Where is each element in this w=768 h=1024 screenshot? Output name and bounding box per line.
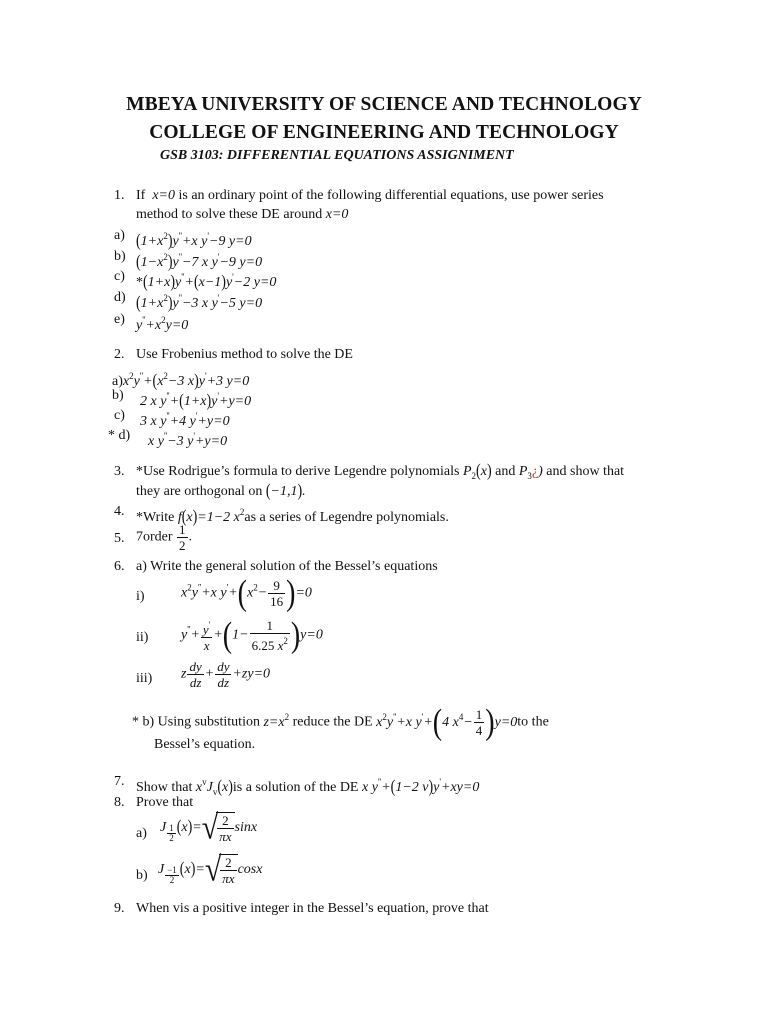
q6-i-label: i) xyxy=(136,589,145,604)
q1b-equation: $(1-x^2)y''-7$ x y'−9 y=0 xyxy=(136,252,263,272)
q2d-label: * d) xyxy=(108,428,131,443)
q1d-equation: $(1+x^2)y''-3$ x y'−5 y=0 xyxy=(136,293,263,313)
q1e-equation: $y''+x^2y=0$ xyxy=(136,315,189,333)
q8b-label: b) xyxy=(136,868,148,883)
q2b-equation: 2 x y''+(1+x)y'+y=0 xyxy=(140,391,252,411)
q6-b-line2: Bessel’s equation. xyxy=(154,737,256,752)
q2d-equation: x y''−3 y'+y=0 xyxy=(148,431,228,449)
math-x-equals-0: x=0 xyxy=(148,188,175,203)
q3-text-line2: they are orthogonal on (−1,1). xyxy=(136,482,306,501)
q2a-label: a) xyxy=(112,374,123,389)
q4-number: 4. xyxy=(114,504,125,519)
q2b-label: b) xyxy=(112,388,124,403)
q4-text: *Write f(x)=1−2 $x^2as$ a series of Legendre polynomials. xyxy=(136,507,449,527)
q6-ii-equation: y''+ $\frac{y'}{x}$ +(1− $\frac{1}{6.25 x^2}$ )y=0 xyxy=(181,614,323,656)
q5-text: 7order $\frac{1}{2}$ . xyxy=(136,522,193,553)
q1a-label: a) xyxy=(114,228,125,243)
q2-number: 2. xyxy=(114,347,125,362)
q7-number: 7. xyxy=(114,774,125,789)
q5-number: 5. xyxy=(114,531,125,546)
q2a-line: $a)x^2y''+(x^2-3$ x)y'+3 y=0 xyxy=(112,371,250,391)
q6-iii-label: iii) xyxy=(136,671,153,686)
q8b-equation: J $_{\frac{-1}{2}}$ (x)=√ $\frac{2}{\pi x}$ cosx xyxy=(158,850,263,889)
q6-iii-equation: z $\frac{dy}{dz}$ + $\frac{dy}{dz}$ +zy=0 xyxy=(181,659,271,690)
q1a-equation: $(1+x^2)y''+x$ y'−9 y=0 xyxy=(136,231,252,251)
q6-number: 6. xyxy=(114,559,125,574)
q2-text: Use Frobenius method to solve the DE xyxy=(136,347,353,362)
q1c-label: c) xyxy=(114,269,125,284)
q3-text-line1: *Use Rodrigue’s formula to derive Legendre polynomials $P_2(x)$ and $P_3¿$) and show that xyxy=(136,462,625,481)
q7-text: Show that $x^vJ_v(x)is$ a solution of the DE x y''+(1−2 v)y'+xy=0 xyxy=(136,777,480,797)
q1e-label: e) xyxy=(114,312,125,327)
q2c-equation: 3 x y''+4 y'+y=0 xyxy=(140,411,230,429)
q1-number: 1. xyxy=(114,188,125,203)
q9-text: When vis a positive integer in the Bessel’s equation, prove that xyxy=(136,901,489,916)
q9-number: 9. xyxy=(114,901,125,916)
q6-i-equation: $x^2y''+x$ $y'+(x^2-$ $\frac{9}{16}$ )=0 xyxy=(181,572,312,614)
q1d-label: d) xyxy=(114,290,126,305)
university-title: MBEYA UNIVERSITY OF SCIENCE AND TECHNOLOGY xyxy=(126,94,642,115)
q1c-equation: *(1+x)y''+(x−1)y'−2 y=0 xyxy=(136,272,277,292)
q1b-label: b) xyxy=(114,249,126,264)
q3-number: 3. xyxy=(114,464,125,479)
q6-b-line1: * b) Using substitution $z=x^2$ reduce the DE $x^2y''+x$ y'+(4 $x^4-$ $\frac{1}{4}$ )y=0to the xyxy=(132,701,549,743)
q1-text-line1: If x=0 is an ordinary point of the following differential equations, use power series xyxy=(136,188,604,203)
q1-text-line2: method to solve these DE around x=0 xyxy=(136,207,349,222)
q2c-label: c) xyxy=(114,408,125,423)
q6-text: a) Write the general solution of the Bessel’s equations xyxy=(136,559,438,574)
q8a-label: a) xyxy=(136,826,147,841)
q8-number: 8. xyxy=(114,795,125,810)
q8a-equation: J $_{\frac{1}{2}}$ (x)=√ $\frac{2}{\pi x}$ sinx xyxy=(160,808,258,847)
course-subtitle: GSB 3103: DIFFERENTIAL EQUATIONS ASSIGNIMENT xyxy=(160,148,514,163)
q8-text: Prove that xyxy=(136,795,194,810)
college-title: COLLEGE OF ENGINEERING AND TECHNOLOGY xyxy=(149,122,619,143)
q6-ii-label: ii) xyxy=(136,630,149,645)
